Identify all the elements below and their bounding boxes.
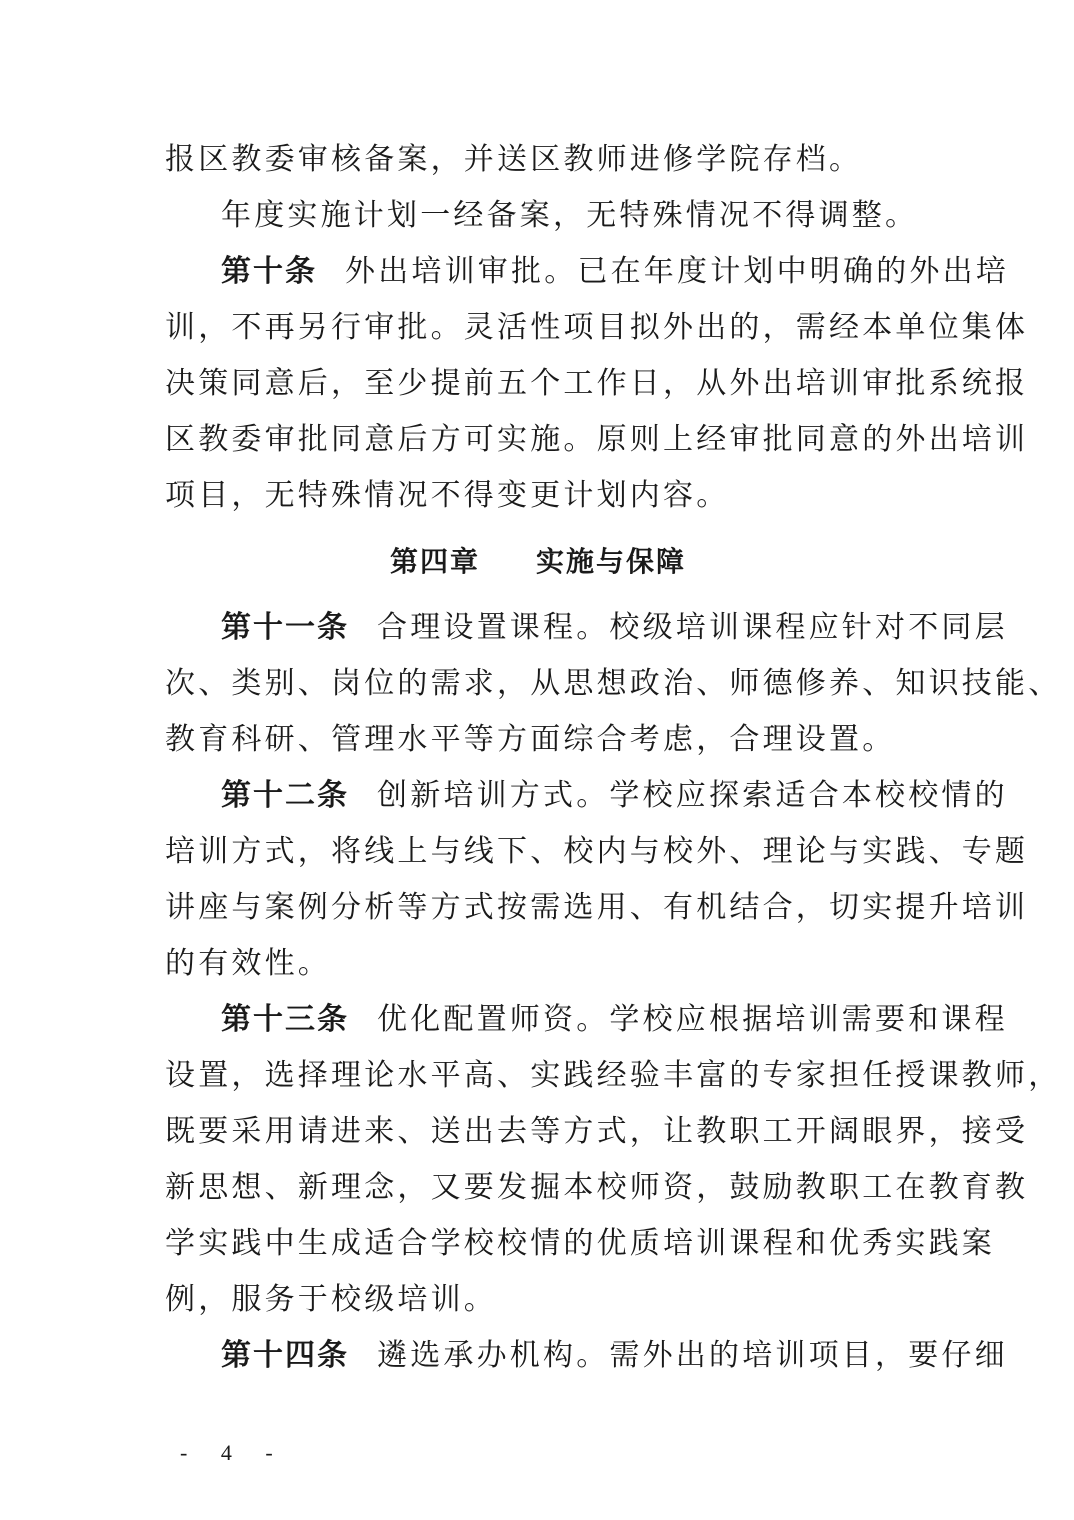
article-label: 第十条 [221,254,317,289]
paragraph-line: 学实践中生成适合学校校情的优质培训课程和优秀实践案 [165,1226,995,1261]
article-label: 第十三条 [221,1002,349,1037]
paragraph-line: 第十一条 合理设置课程。校级培训课程应针对不同层 [221,610,1008,645]
article-label: 第十四条 [221,1338,349,1373]
article-14 [165,1328,1008,1384]
paragraph-line: 年度实施计划一经备案，无特殊情况不得调整。 [221,198,919,233]
chapter-heading [165,534,911,590]
page-number: - 4 - [180,1440,287,1465]
document-body [165,132,1062,1384]
article-12 [165,768,1029,992]
chapter-title: 实施与保障 [536,545,687,578]
article-label: 第十一条 [221,610,349,645]
article-11 [165,600,1062,768]
article-label: 第十二条 [221,778,349,813]
paragraph-line: 第十条 外出培训审批。已在年度计划中明确的外出培 [221,254,1009,289]
paragraph-line: 第十四条 遴选承办机构。需外出的培训项目，要仔细 [221,1338,1008,1373]
paragraph-line: 培训方式，将线上与线下、校内与校外、理论与实践、专题 [165,834,1029,869]
paragraph-line: 决策同意后，至少提前五个工作日，从外出培训审批系统报 [165,366,1029,401]
paragraph-line: 教育科研、管理水平等方面综合考虑，合理设置。 [165,722,896,757]
paragraph-line: 第十二条 创新培训方式。学校应探索适合本校校情的 [221,778,1008,813]
article-10 [165,244,1029,524]
chapter-number: 第四章 [389,545,480,578]
paragraph-line: 区教委审批同意后方可实施。原则上经审批同意的外出培训 [165,422,1029,457]
article-13 [165,992,1062,1328]
paragraph-line: 项目，无特殊情况不得变更计划内容。 [165,478,730,513]
paragraph-line: 新思想、新理念，又要发掘本校师资，鼓励教职工在教育教 [165,1170,1029,1205]
paragraph-line: 报区教委审核备案，并送区教师进修学院存档。 [165,142,863,177]
paragraph-line: 讲座与案例分析等方式按需选用、有机结合，切实提升培训 [165,890,1029,925]
paragraph-line: 的有效性。 [165,946,331,981]
paragraph-line: 例，服务于校级培训。 [165,1282,497,1317]
paragraph-line: 第十三条 优化配置师资。学校应根据培训需要和课程 [221,1002,1008,1037]
paragraph-line: 次、类别、岗位的需求，从思想政治、师德修养、知识技能、 [165,666,1062,701]
paragraph-line: 设置，选择理论水平高、实践经验丰富的专家担任授课教师， [165,1058,1062,1093]
paragraph-line: 训，不再另行审批。灵活性项目拟外出的，需经本单位集体 [165,310,1029,345]
paragraph-line: 既要采用请进来、送出去等方式，让教职工开阔眼界，接受 [165,1114,1029,1149]
